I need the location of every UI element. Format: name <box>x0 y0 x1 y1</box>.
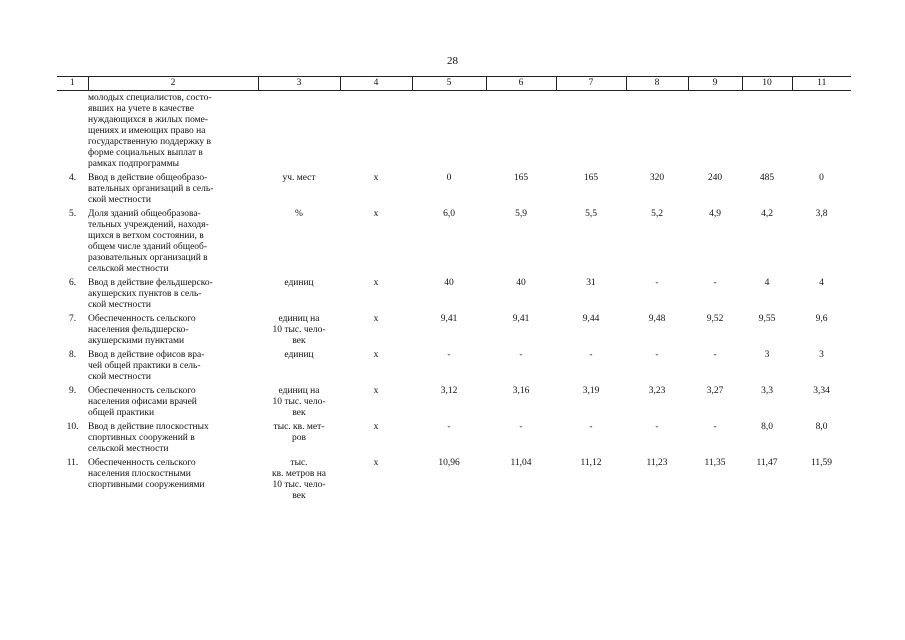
column-4-value: х <box>373 386 379 396</box>
indicator-name <box>88 383 258 419</box>
value-cell: 11,35 <box>704 458 726 468</box>
value-cell: 11,59 <box>810 458 833 468</box>
value-cell: 4 <box>819 278 824 288</box>
indicator-name <box>88 347 258 383</box>
column-4-value: х <box>373 209 379 219</box>
column-4-value: х <box>373 422 379 432</box>
value-cell: 485 <box>759 173 775 183</box>
value-cell: 3 <box>819 350 824 360</box>
indicator-line: Обеспеченность сельского <box>88 458 196 468</box>
indicator-name <box>88 419 258 455</box>
value-cell: 0 <box>446 173 452 183</box>
row-number: 10. <box>66 422 79 432</box>
value-cell: - <box>655 422 659 432</box>
column-header: 11 <box>792 77 851 91</box>
value-cell: 3,23 <box>648 386 666 396</box>
value-cell: - <box>447 350 451 360</box>
unit-of-measure <box>258 311 340 347</box>
value-cell: 9,41 <box>512 314 530 324</box>
value-cell: 9,41 <box>440 314 458 324</box>
unit-of-measure <box>258 170 340 206</box>
indicator-line: ской местности <box>88 195 151 205</box>
indicator-line: щихся в ветхом состоянии, в <box>88 231 204 241</box>
value-cell: 5,5 <box>585 209 597 219</box>
value-cell: 165 <box>513 173 529 183</box>
value-cell: 40 <box>516 278 526 288</box>
header-row <box>57 77 851 91</box>
unit-line: ров <box>292 433 306 443</box>
value-cell: - <box>519 350 523 360</box>
table-row <box>57 419 851 455</box>
value-cell: 9,52 <box>706 314 724 324</box>
indicator-line: вательных организаций в сель- <box>88 184 214 194</box>
column-header: 9 <box>688 77 742 91</box>
unit-line: тыс. кв. мет- <box>273 422 325 432</box>
indicators-table <box>57 76 851 502</box>
value-cell: 3,12 <box>440 386 458 396</box>
table-row <box>57 275 851 311</box>
value-cell: 3,19 <box>582 386 600 396</box>
column-4-value: х <box>373 173 379 183</box>
indicator-line: чей общей практики в сель- <box>88 361 201 371</box>
indicator-line: сельской местности <box>88 264 169 274</box>
unit-line: век <box>292 336 306 346</box>
value-cell: 9,48 <box>648 314 666 324</box>
unit-line: уч. мест <box>282 173 316 183</box>
table-row <box>57 383 851 419</box>
value-cell: 11,47 <box>756 458 778 468</box>
indicator-line: Ввод в действие офисов вра- <box>88 350 205 360</box>
row-number: 8. <box>68 350 77 360</box>
indicator-line: Обеспеченность сельского <box>88 386 196 396</box>
indicator-line: Доля зданий общеобразова- <box>88 209 201 219</box>
value-cell: 3,27 <box>706 386 724 396</box>
indicator-line: акушерских пунктов в сель- <box>88 289 202 299</box>
value-cell: 11,12 <box>580 458 602 468</box>
value-cell: 8,0 <box>761 422 773 432</box>
value-cell: 9,6 <box>815 314 828 324</box>
row-number: 6. <box>68 278 77 288</box>
table-row <box>57 347 851 383</box>
value-cell: 165 <box>583 173 599 183</box>
value-cell: 320 <box>649 173 665 183</box>
indicator-line: разовательных организаций в <box>88 253 208 263</box>
unit-of-measure <box>258 275 340 311</box>
indicator-name <box>88 170 258 206</box>
value-cell: 4,2 <box>761 209 773 219</box>
unit-line: кв. метров на <box>271 469 326 479</box>
row-number: 7. <box>68 314 77 324</box>
indicator-line: общем числе зданий общеоб- <box>88 242 208 252</box>
indicator-line: тельных учреждений, находя- <box>88 220 209 230</box>
value-cell: 4,9 <box>709 209 721 219</box>
row-number: 9. <box>68 386 77 396</box>
unit-of-measure <box>258 419 340 455</box>
continuation-line: государственную поддержку в <box>88 137 211 147</box>
unit-line: 10 тыс. чело- <box>272 397 326 407</box>
indicator-line: общей практики <box>88 408 155 418</box>
column-header: 6 <box>486 77 556 91</box>
indicator-line: населения офисами врачей <box>88 397 197 407</box>
table-row <box>57 206 851 275</box>
indicator-line: спортивных сооружений в <box>88 433 195 443</box>
value-cell: 8,0 <box>815 422 828 432</box>
column-header: 10 <box>742 77 792 91</box>
value-cell: 11,23 <box>646 458 668 468</box>
unit-line: единиц на <box>278 386 320 396</box>
column-header: 4 <box>340 77 412 91</box>
value-cell: 3,16 <box>512 386 530 396</box>
table-row <box>57 170 851 206</box>
row-number: 5. <box>68 209 77 219</box>
indicator-line: ской местности <box>88 372 151 382</box>
value-cell: 4 <box>764 278 770 288</box>
unit-line: век <box>292 491 306 501</box>
value-cell: 10,96 <box>438 458 460 468</box>
value-cell: 9,44 <box>582 314 600 324</box>
value-cell: 11,04 <box>510 458 532 468</box>
indicator-line: Ввод в действие плоскостных <box>88 422 209 432</box>
indicator-name <box>88 455 258 502</box>
column-header: 2 <box>88 77 258 91</box>
unit-of-measure <box>258 347 340 383</box>
unit-line: единиц <box>284 278 314 288</box>
value-cell: - <box>713 422 717 432</box>
unit-line: тыс. <box>290 458 308 468</box>
indicator-name <box>88 311 258 347</box>
unit-line: единиц <box>284 350 314 360</box>
column-header: 1 <box>57 77 88 91</box>
column-4-value: х <box>373 278 379 288</box>
unit-of-measure <box>258 206 340 275</box>
continuation-line: явших на учете в качестве <box>88 104 194 114</box>
page-number: 28 <box>447 55 458 67</box>
unit-of-measure <box>258 383 340 419</box>
row-number: 4. <box>68 173 77 183</box>
unit-line: век <box>292 408 306 418</box>
value-cell: 5,2 <box>651 209 663 219</box>
value-cell: 5,9 <box>515 209 527 219</box>
row-number: 11. <box>66 458 79 468</box>
value-cell: 9,55 <box>758 314 776 324</box>
value-cell: 3 <box>764 350 770 360</box>
unit-of-measure <box>258 455 340 502</box>
table-row <box>57 311 851 347</box>
value-cell: - <box>589 350 593 360</box>
continuation-line: нуждающихся в жилых поме- <box>88 115 209 125</box>
unit-line: единиц на <box>278 314 320 324</box>
indicator-line: акушерскими пунктами <box>88 336 185 346</box>
column-4-value: х <box>373 350 379 360</box>
indicator-line: сельской местности <box>88 444 169 454</box>
indicator-line: Обеспеченность сельского <box>88 314 196 324</box>
value-cell: 40 <box>444 278 454 288</box>
value-cell: 240 <box>707 173 723 183</box>
value-cell: 3,3 <box>761 386 773 396</box>
unit-line: % <box>295 209 303 219</box>
column-header: 5 <box>412 77 486 91</box>
indicator-line: населения плоскостными <box>88 469 191 479</box>
value-cell: - <box>713 278 717 288</box>
column-4-value: х <box>373 314 379 324</box>
table-row <box>57 455 851 502</box>
unit-line: 10 тыс. чело- <box>272 325 326 335</box>
indicator-name <box>88 206 258 275</box>
column-header: 7 <box>556 77 626 91</box>
indicator-line: спортивными сооружениями <box>88 480 205 490</box>
indicator-name <box>88 275 258 311</box>
column-4-value: х <box>373 458 379 468</box>
indicator-line: ской местности <box>88 300 151 310</box>
indicator-line: населения фельдшерско- <box>88 325 189 335</box>
value-cell: - <box>655 278 659 288</box>
column-header: 3 <box>258 77 340 91</box>
value-cell: - <box>655 350 659 360</box>
value-cell: - <box>519 422 523 432</box>
indicator-line: Ввод в действие общеобразо- <box>88 173 208 183</box>
continuation-line: молодых специалистов, состо- <box>88 93 212 103</box>
continuation-line: щениях и имеющих право на <box>88 126 206 136</box>
value-cell: 3,34 <box>813 386 830 396</box>
value-cell: 0 <box>819 173 824 183</box>
value-cell: - <box>589 422 593 432</box>
continuation-row <box>57 91 851 171</box>
value-cell: 6,0 <box>443 209 455 219</box>
indicator-line: Ввод в действие фельдшерско- <box>88 278 213 288</box>
value-cell: 3,8 <box>815 209 828 219</box>
unit-line: 10 тыс. чело- <box>272 480 326 490</box>
continuation-line: рамках подпрограммы <box>88 159 180 169</box>
value-cell: 31 <box>586 278 596 288</box>
value-cell: - <box>713 350 717 360</box>
value-cell: - <box>447 422 451 432</box>
continuation-line: форме социальных выплат в <box>88 148 203 158</box>
column-header: 8 <box>626 77 688 91</box>
continuation-text <box>88 91 258 171</box>
